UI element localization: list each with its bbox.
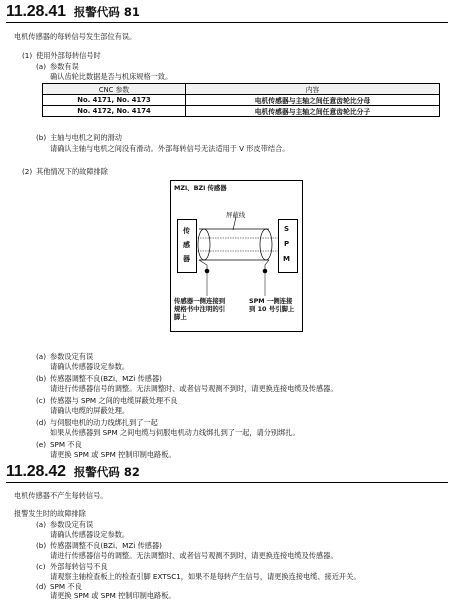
section-heading-81	[6, 3, 140, 21]
cause-desc: 请更换 SPM 或 SPM 控制印制电路板。	[50, 450, 176, 459]
cause-desc: 如果从传感器到 SPM 之间电缆与伺服电机动力线绑扎到了一起，请分别绑扎。	[50, 428, 300, 437]
table-cell: 电机传感器与主轴之间任意齿轮比分子	[186, 106, 440, 117]
table-row	[43, 106, 440, 117]
cause-heading: SPM 不良	[50, 582, 82, 591]
cause-heading: 传感器调整不良(BZi、MZi 传感器)	[50, 541, 162, 550]
cause-marker: (c)	[36, 396, 46, 405]
section-lead: 报警发生时的故障排除	[14, 509, 86, 518]
item-text: 使用外部每转信号时	[36, 51, 101, 60]
diagram-title: MZi、BZi 传感器	[174, 184, 227, 192]
table-header-cell: 内容	[186, 84, 440, 95]
table-header-row	[43, 84, 440, 95]
cause-marker: (a)	[36, 352, 47, 361]
table-cell: No. 4171, No. 4173	[43, 95, 186, 106]
section-number: 11.28.41	[6, 3, 66, 20]
item-desc: 确认齿轮比数据是否与机床规格一致。	[50, 72, 173, 81]
sensor-box-char: 器	[183, 255, 190, 263]
section-title: 报警代码 82	[73, 465, 140, 479]
section-rule	[6, 22, 448, 23]
note-line: 脚上	[174, 313, 187, 321]
cause-marker: (d)	[36, 582, 47, 591]
item-text: 其他情况下的故障排除	[36, 167, 108, 176]
cause-desc: 请更换 SPM 或 SPM 控制印制电路板。	[50, 591, 176, 600]
sensor-side-note	[174, 297, 225, 321]
spm-box-char: P	[284, 240, 290, 248]
cause-desc: 请进行传感器信号的调整。无法调整时、或者信号观测不到时，请更换连接电缆及传感器。	[50, 551, 338, 560]
section-intro: 电机传感器不产生每转信号。	[14, 491, 108, 500]
cause-marker: (c)	[36, 562, 46, 571]
cause-marker: (a)	[36, 520, 47, 529]
section-rule	[6, 482, 448, 483]
cause-heading: SPM 不良	[50, 440, 82, 449]
note-line: 到 10 号引脚上	[249, 305, 295, 313]
note-line: 规格书中注明的引	[174, 305, 226, 313]
table-header-cell: CNC 参数	[43, 84, 186, 95]
item-marker: (b)	[36, 133, 47, 142]
table-cell: No. 4172, No. 4174	[43, 106, 186, 117]
item-marker: (a)	[36, 62, 47, 71]
cause-heading: 传感器调整不良(BZi、MZi 传感器)	[50, 374, 162, 383]
note-line: 传感器一侧连接到	[174, 297, 226, 305]
cause-desc: 请观察主轴检查板上的检查引脚 EXTSC1，如果不是每转产生信号，请更换连接电缆、接近开关。	[50, 572, 361, 581]
cause-marker: (d)	[36, 418, 47, 427]
table-row	[43, 95, 440, 106]
item-marker: (2)	[22, 167, 33, 176]
cause-marker: (e)	[36, 440, 47, 449]
section-title: 报警代码 81	[73, 5, 140, 19]
item-heading: 参数有误	[50, 62, 79, 71]
cause-marker: (b)	[36, 541, 47, 550]
section-intro: 电机传感器的每转信号发生部位有误。	[14, 32, 137, 41]
item-desc: 请确认主轴与电机之间没有滑动。外部每转信号无法适用于 V 形皮带结合。	[50, 144, 290, 153]
cause-heading: 参数设定有误	[50, 520, 94, 529]
cause-desc: 请确认电缆的屏蔽处理。	[50, 406, 130, 415]
cause-heading: 与伺服电机的动力线绑扎到了一起	[50, 418, 158, 427]
note-line: SPM 一侧连接	[249, 297, 293, 305]
spm-box	[278, 219, 298, 273]
spm-box-char: M	[283, 255, 290, 263]
spm-box-char: S	[284, 225, 290, 233]
item-marker: (1)	[22, 51, 33, 60]
cause-heading: 外部每转信号不良	[50, 562, 108, 571]
item-heading: 主轴与电机之间的滑动	[50, 133, 122, 142]
cause-heading: 传感器与 SPM 之间的电缆屏蔽处理不良	[50, 396, 178, 405]
cause-desc: 请确认传感器设定参数。	[50, 362, 130, 371]
cnc-parameter-table	[42, 83, 440, 117]
cause-desc: 请进行传感器信号的调整。无法调整时、或者信号观测不到时，请更换连接电缆及传感器。	[50, 384, 338, 393]
section-number: 11.28.42	[6, 463, 66, 480]
cause-desc: 请确认传感器设定参数。	[50, 530, 130, 539]
sensor-wiring-diagram	[170, 180, 303, 332]
sensor-box	[177, 219, 197, 273]
cause-heading: 参数设定有误	[50, 352, 94, 361]
shield-label: 屏蔽线	[226, 211, 246, 219]
sensor-box-char: 传	[183, 227, 190, 235]
spm-side-note	[249, 297, 294, 313]
section-heading-82	[6, 463, 140, 481]
cause-marker: (b)	[36, 374, 47, 383]
table-cell: 电机传感器与主轴之间任意齿轮比分母	[186, 95, 440, 106]
sensor-box-char: 感	[183, 241, 190, 249]
